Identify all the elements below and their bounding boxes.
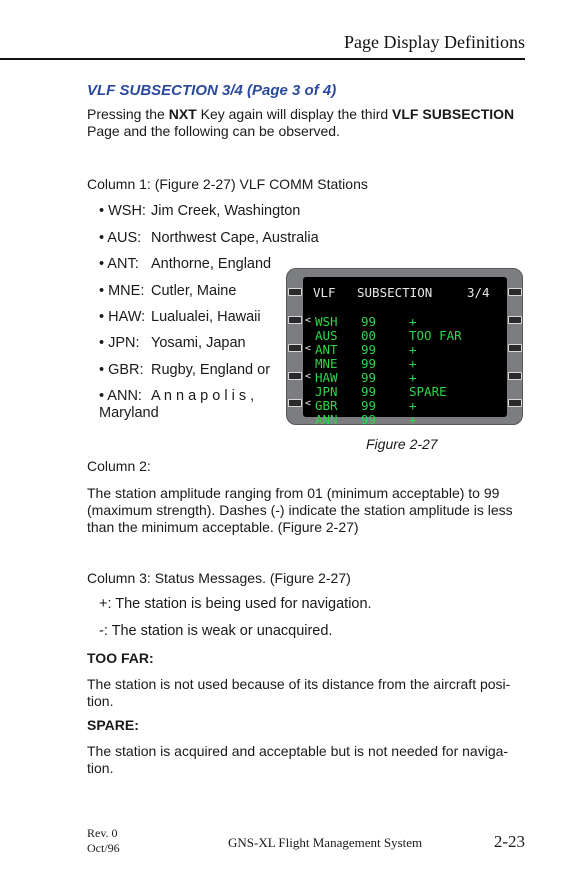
list-item [99, 283, 236, 300]
page-header-title: Page Display Definitions [344, 32, 525, 52]
footer-date: Oct/96 [87, 841, 120, 855]
spare-text-2: tion. [87, 760, 114, 776]
intro-text-3: Page and the following can be observed. [87, 123, 340, 139]
line-select-key-r2[interactable] [508, 316, 522, 324]
footer-rev: Rev. 0 [87, 826, 118, 840]
station-location: Northwest Cape, Australia [151, 230, 319, 246]
spare-paragraph [87, 743, 525, 777]
list-item [99, 230, 319, 247]
header-rule [0, 58, 525, 60]
row-station: JPN [315, 384, 338, 399]
row-amplitude: 99 [361, 314, 377, 329]
row-station: HAW [315, 370, 338, 385]
row-status: + [409, 370, 417, 385]
select-caret-icon: < [305, 315, 312, 326]
line-select-key-r4[interactable] [508, 372, 522, 380]
cdu-screen [303, 277, 507, 427]
column2-heading: Column 2: [87, 458, 151, 474]
row-status: + [409, 342, 417, 357]
row-status: SPARE [409, 384, 447, 399]
row-station: GBR [315, 398, 338, 413]
line-select-key-r5[interactable] [508, 399, 522, 407]
station-location: Jim Creek, Washington [151, 203, 301, 219]
select-caret-icon: < [305, 343, 312, 354]
intro-paragraph [87, 106, 525, 140]
too-far-text-2: tion. [87, 693, 114, 709]
list-item [99, 309, 261, 326]
intro-text-2: Key again will display the third [196, 106, 393, 122]
cdu-display-figure [286, 268, 523, 425]
spare-heading: SPARE: [87, 717, 139, 733]
column2-text-2: (maximum strength). Dashes (-) indicate the station amplitude is less [87, 502, 513, 518]
column2-paragraph [87, 485, 525, 536]
line-select-key-l3[interactable] [288, 344, 302, 352]
row-amplitude: 99 [361, 398, 377, 413]
station-location: Lualualei, Hawaii [151, 309, 261, 325]
figure-caption: Figure 2-27 [366, 436, 438, 452]
status-minus: -: The station is weak or unacquired. [99, 623, 333, 639]
station-location: Rugby, England or [151, 362, 271, 378]
list-item [99, 203, 300, 220]
footer-title: GNS-XL Flight Management System [228, 835, 423, 850]
station-code: • MNE: [99, 283, 145, 299]
row-station: MNE [315, 356, 338, 371]
column3-heading: Column 3: Status Messages. (Figure 2-27) [87, 570, 351, 586]
screen-title-mid: SUBSECTION [357, 285, 433, 300]
station-location: A n n a p o l i s , [151, 388, 255, 404]
station-code: • ANN: [99, 388, 142, 404]
line-select-key-r1[interactable] [508, 288, 522, 296]
row-status: + [409, 398, 417, 413]
section-heading: VLF SUBSECTION 3/4 (Page 3 of 4) [87, 82, 337, 99]
station-code: • GBR: [99, 362, 144, 378]
row-status: TOO FAR [409, 328, 462, 343]
row-amplitude: 00 [361, 328, 377, 343]
station-code: • HAW: [99, 309, 146, 325]
row-status: + [409, 314, 417, 329]
footer-revision [87, 826, 120, 856]
column2-text-1: The station amplitude ranging from 01 (minimum acceptable) to 99 [87, 485, 500, 501]
column1-heading: Column 1: (Figure 2-27) VLF COMM Stations [87, 176, 368, 192]
row-station: WSH [315, 314, 338, 329]
row-status: + [409, 412, 417, 427]
too-far-heading: TOO FAR: [87, 650, 154, 666]
line-select-key-l5[interactable] [288, 399, 302, 407]
too-far-paragraph [87, 676, 525, 710]
list-item [99, 362, 270, 379]
line-select-key-l4[interactable] [288, 372, 302, 380]
station-code: • AUS: [99, 230, 142, 246]
station-code: • JPN: [99, 335, 140, 351]
row-amplitude: 99 [361, 384, 377, 399]
station-location: Anthorne, England [151, 256, 272, 272]
row-amplitude: 99 [361, 356, 377, 371]
column2-text-3: than the minimum acceptable. (Figure 2-27) [87, 519, 359, 535]
row-amplitude: 99 [361, 412, 377, 427]
list-item [99, 256, 271, 273]
page-name-label: VLF SUBSECTION [392, 106, 515, 122]
status-plus: +: The station is being used for navigation. [99, 596, 372, 612]
nxt-key-label: NXT [168, 106, 197, 122]
screen-title-left: VLF [313, 285, 336, 300]
select-caret-icon: < [305, 398, 312, 409]
list-item [99, 388, 271, 422]
too-far-text-1: The station is not used because of its distance from the aircraft posi- [87, 676, 511, 692]
spare-text-1: The station is acquired and acceptable but is not needed for naviga- [87, 743, 509, 759]
row-station: AUS [315, 328, 338, 343]
station-code: • ANT: [99, 256, 139, 272]
list-item [99, 335, 246, 352]
row-status: + [409, 356, 417, 371]
station-location: Cutler, Maine [151, 283, 237, 299]
row-amplitude: 99 [361, 342, 377, 357]
row-station: ANN [315, 412, 338, 427]
intro-text-1: Pressing the [87, 106, 169, 122]
station-code: • WSH: [99, 203, 146, 219]
line-select-key-l2[interactable] [288, 316, 302, 324]
footer-page-number: 2-23 [493, 832, 525, 851]
station-location-cont: Maryland [99, 405, 159, 421]
row-station: ANT [315, 342, 338, 357]
select-caret-icon: < [305, 371, 312, 382]
row-amplitude: 99 [361, 370, 377, 385]
station-location: Yosami, Japan [151, 335, 246, 351]
line-select-key-l1[interactable] [288, 288, 302, 296]
line-select-key-r3[interactable] [508, 344, 522, 352]
screen-title-page: 3/4 [467, 285, 490, 300]
